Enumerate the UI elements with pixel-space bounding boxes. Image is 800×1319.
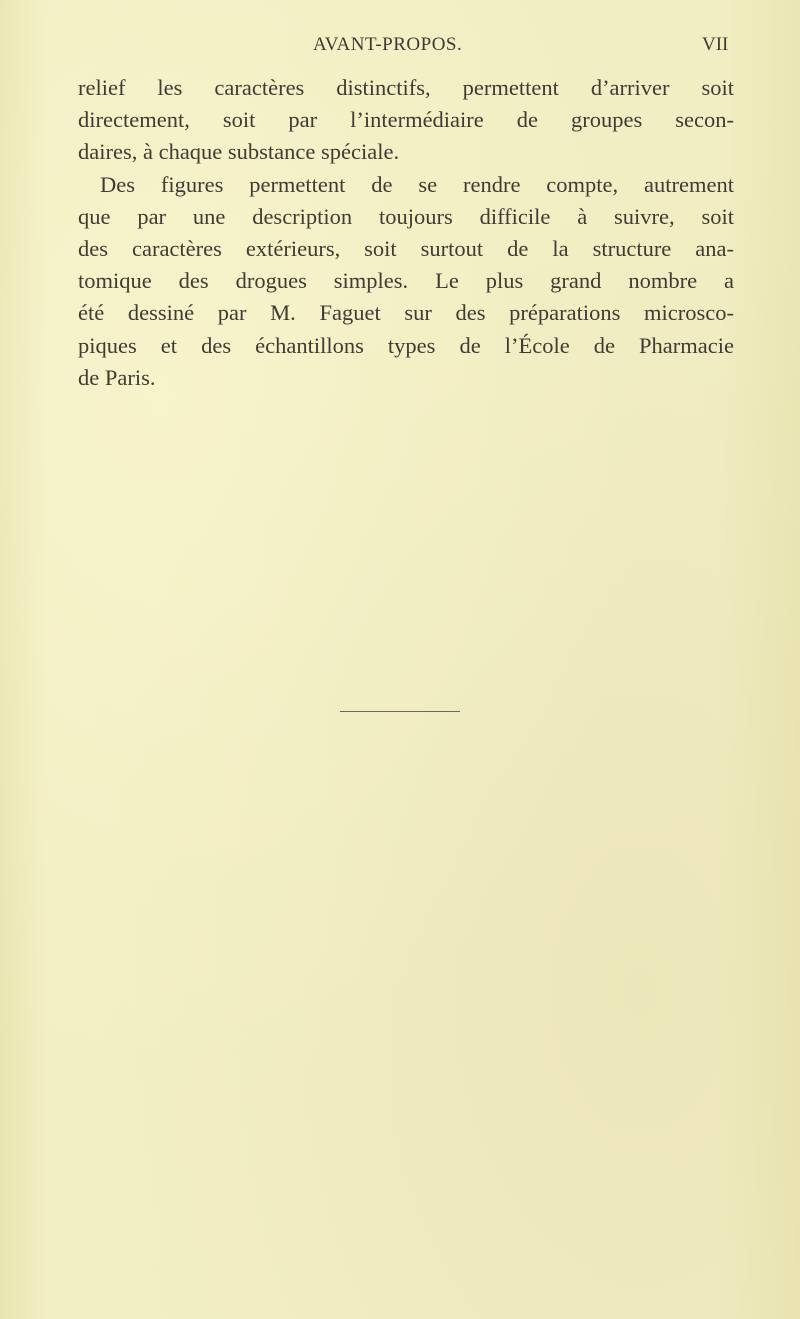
body-text	[78, 72, 734, 394]
text-line: directement, soit par l’intermédiaire de groupes secon-	[78, 107, 734, 133]
text-line: relief les caractères distinctifs, permettent d’arriver soit	[78, 75, 734, 100]
running-title: AVANT-PROPOS.	[313, 34, 463, 55]
text-line: daires, à chaque substance spéciale.	[78, 139, 400, 165]
section-divider	[340, 711, 460, 712]
text-line: été dessiné par M. Faguet sur des préparations microsco-	[78, 300, 734, 326]
text-line: de Paris.	[78, 364, 156, 390]
text-line: piques et des échantillons types de l’École de Pharmacie	[78, 332, 734, 358]
text-line: Des figures permettent de se rendre compte, autrement	[100, 171, 734, 197]
page-number: VII	[702, 34, 729, 55]
text-line: tomique des drogues simples. Le plus grand nombre a	[78, 268, 734, 294]
running-head	[0, 34, 800, 58]
text-line: des caractères extérieurs, soit surtout de la structure ana-	[78, 236, 734, 262]
text-line: que par une description toujours difficile à suivre, soit	[78, 203, 734, 229]
